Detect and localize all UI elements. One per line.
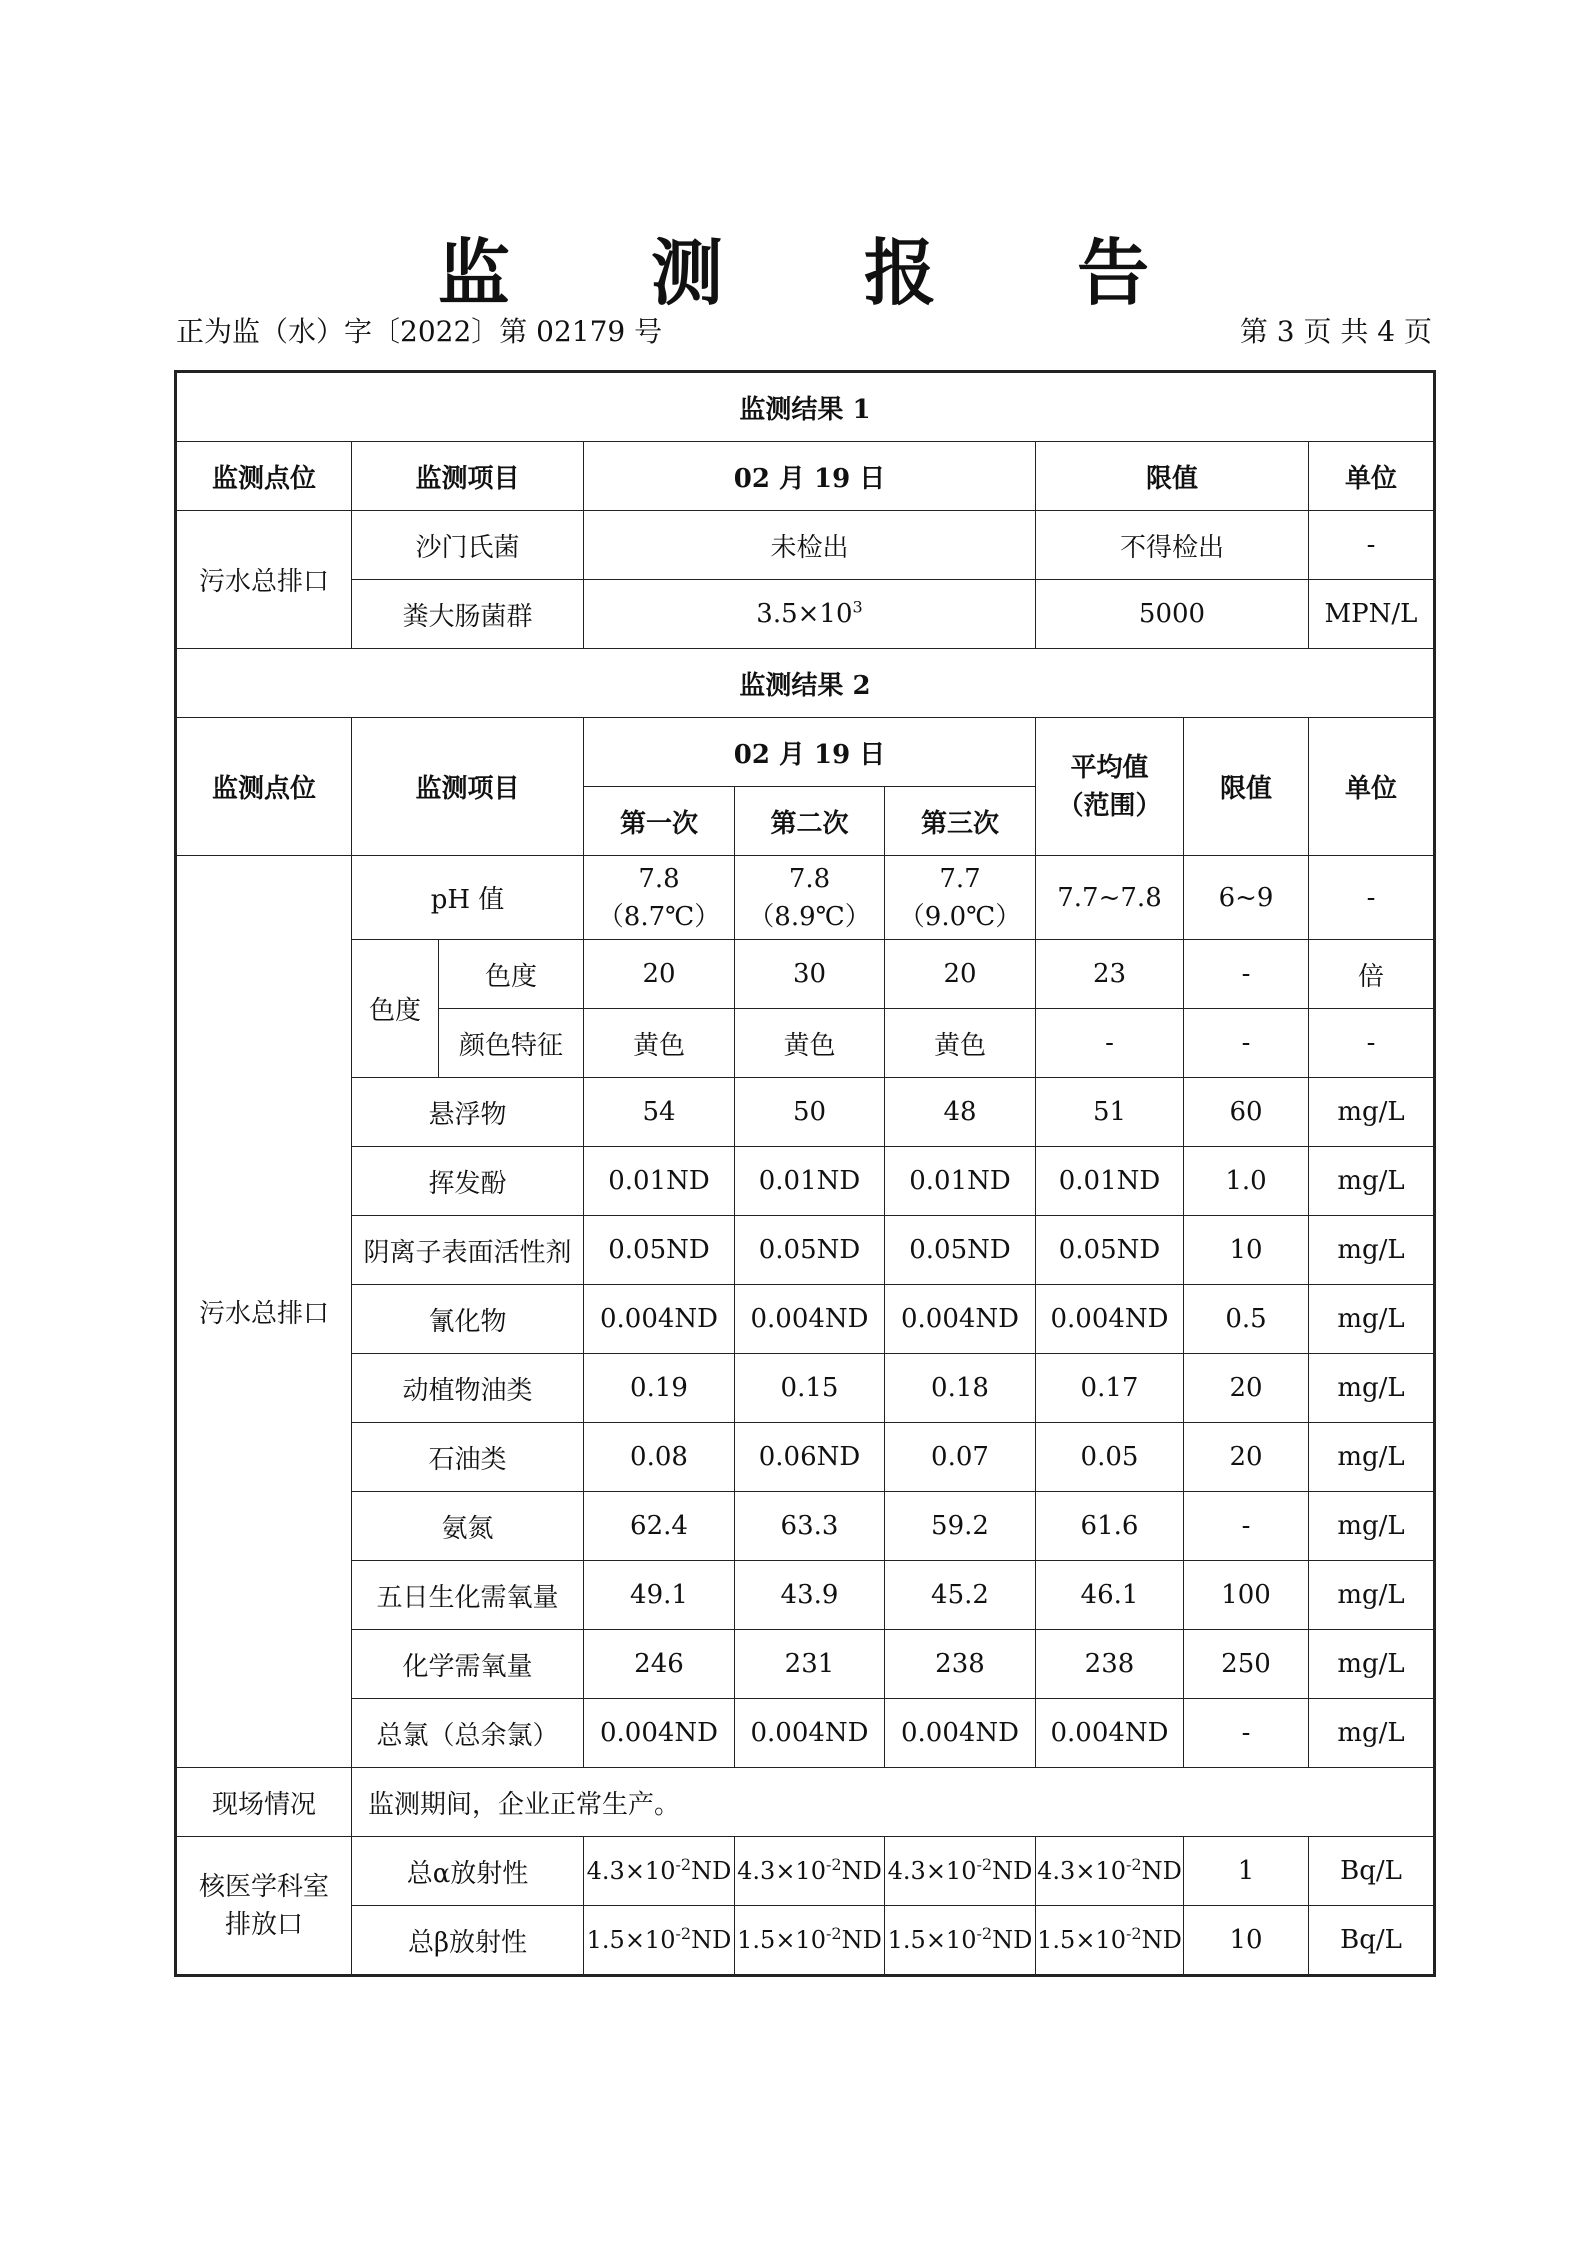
limit-value: 20 xyxy=(1184,1354,1309,1423)
radioactivity-value xyxy=(885,1837,1036,1906)
table-row xyxy=(176,1630,1435,1699)
average-value: 51 xyxy=(1036,1078,1184,1147)
value-exponent: -2 xyxy=(1125,1924,1142,1943)
table-row xyxy=(176,1354,1435,1423)
point-line: 核医学科室 xyxy=(198,1871,329,1902)
monitoring-point xyxy=(176,1837,352,1976)
value-third: 48 xyxy=(885,1078,1036,1147)
average-value: 61.6 xyxy=(1036,1492,1184,1561)
header-average-line: 平均值 xyxy=(1070,752,1149,783)
value-base: 4.3×10 xyxy=(737,1857,826,1885)
value-third: 59.2 xyxy=(885,1492,1036,1561)
unit: mg/L xyxy=(1309,1492,1435,1561)
group-name: 色度 xyxy=(352,940,439,1078)
value-second: 0.004ND xyxy=(735,1699,885,1768)
table-row xyxy=(176,1561,1435,1630)
unit: - xyxy=(1309,511,1435,580)
section-title-row xyxy=(176,649,1435,718)
value-exponent: -2 xyxy=(675,1855,692,1874)
limit-value: - xyxy=(1184,940,1309,1009)
value-second: 0.15 xyxy=(735,1354,885,1423)
unit: mg/L xyxy=(1309,1699,1435,1768)
monitoring-point: 污水总排口 xyxy=(176,856,352,1768)
report-title: 监 测 报 告 xyxy=(437,230,1208,315)
ph-value: 7.7 xyxy=(939,863,981,894)
value-first: 0.05ND xyxy=(584,1216,735,1285)
value-second: 0.01ND xyxy=(735,1147,885,1216)
value-third: 238 xyxy=(885,1630,1036,1699)
ph-value: 7.8 xyxy=(638,863,680,894)
table-row xyxy=(176,940,1435,1009)
value-exponent: -2 xyxy=(825,1855,842,1874)
unit: MPN/L xyxy=(1309,580,1435,649)
header-unit: 单位 xyxy=(1309,442,1435,511)
value-second: 0.004ND xyxy=(735,1285,885,1354)
value-third: 20 xyxy=(885,940,1036,1009)
value-suffix: ND xyxy=(1141,1857,1182,1885)
average-value: - xyxy=(1036,1009,1184,1078)
value-third: 0.01ND xyxy=(885,1147,1036,1216)
limit-value: 1.0 xyxy=(1184,1147,1309,1216)
value-suffix: ND xyxy=(691,1857,732,1885)
unit: - xyxy=(1309,856,1435,940)
item-name: 石油类 xyxy=(352,1423,584,1492)
ph-temperature: （9.0℃） xyxy=(898,901,1022,932)
value-base: 1.5×10 xyxy=(737,1926,826,1954)
page-info: 第 3 页 共 4 页 xyxy=(1239,315,1432,348)
item-name: 氰化物 xyxy=(352,1285,584,1354)
value-second: 43.9 xyxy=(735,1561,885,1630)
ph-reading xyxy=(735,856,885,940)
item-value xyxy=(584,580,1036,649)
table-row xyxy=(176,1423,1435,1492)
value-second: 231 xyxy=(735,1630,885,1699)
item-name: 总氯（总余氯） xyxy=(352,1699,584,1768)
header-row xyxy=(176,442,1435,511)
unit: mg/L xyxy=(1309,1423,1435,1492)
limit-value: 10 xyxy=(1184,1216,1309,1285)
section-title: 监测结果 2 xyxy=(176,649,1435,718)
unit: mg/L xyxy=(1309,1285,1435,1354)
point-line: 排放口 xyxy=(224,1909,303,1940)
ph-reading xyxy=(885,856,1036,940)
value-base: 1.5×10 xyxy=(1037,1926,1126,1954)
value-first: 黄色 xyxy=(584,1009,735,1078)
unit: mg/L xyxy=(1309,1147,1435,1216)
value-third: 0.18 xyxy=(885,1354,1036,1423)
header-range-line: （范围） xyxy=(1057,790,1162,821)
average-value: 0.01ND xyxy=(1036,1147,1184,1216)
limit-value: 不得检出 xyxy=(1036,511,1309,580)
header-first: 第一次 xyxy=(584,787,735,856)
value-first: 62.4 xyxy=(584,1492,735,1561)
header-date: 02 月 19 日 xyxy=(584,718,1036,787)
radioactivity-value xyxy=(1036,1906,1184,1976)
value-third: 0.05ND xyxy=(885,1216,1036,1285)
document-number: 正为监（水）字〔2022〕第 02179 号 xyxy=(176,315,663,348)
header-point: 监测点位 xyxy=(176,718,352,856)
unit: Bq/L xyxy=(1309,1906,1435,1976)
site-label: 现场情况 xyxy=(176,1768,352,1837)
item-name: 五日生化需氧量 xyxy=(352,1561,584,1630)
value-third: 0.004ND xyxy=(885,1285,1036,1354)
item-name: 动植物油类 xyxy=(352,1354,584,1423)
table-row xyxy=(176,1078,1435,1147)
value-third: 0.004ND xyxy=(885,1699,1036,1768)
value-suffix: ND xyxy=(992,1926,1033,1954)
table-row xyxy=(176,511,1435,580)
header-unit: 单位 xyxy=(1309,718,1435,856)
value-first: 246 xyxy=(584,1630,735,1699)
header-point: 监测点位 xyxy=(176,442,352,511)
radioactivity-value xyxy=(584,1906,735,1976)
radioactivity-value xyxy=(1036,1837,1184,1906)
unit: - xyxy=(1309,1009,1435,1078)
value-base: 1.5×10 xyxy=(887,1926,977,1954)
unit: mg/L xyxy=(1309,1078,1435,1147)
section-title: 监测结果 1 xyxy=(176,372,1435,442)
value-base: 1.5×10 xyxy=(586,1926,676,1954)
value-first: 0.004ND xyxy=(584,1285,735,1354)
table-row xyxy=(176,1699,1435,1768)
average-value: 0.17 xyxy=(1036,1354,1184,1423)
unit: Bq/L xyxy=(1309,1837,1435,1906)
limit-value: 6~9 xyxy=(1184,856,1309,940)
radioactivity-value xyxy=(735,1837,885,1906)
item-name: 化学需氧量 xyxy=(352,1630,584,1699)
unit: mg/L xyxy=(1309,1216,1435,1285)
value-second: 0.06ND xyxy=(735,1423,885,1492)
value-exponent: 3 xyxy=(852,597,863,617)
value-suffix: ND xyxy=(841,1857,882,1885)
limit-value: - xyxy=(1184,1009,1309,1078)
value-suffix: ND xyxy=(841,1926,882,1954)
item-value: 未检出 xyxy=(584,511,1036,580)
header-limit: 限值 xyxy=(1184,718,1309,856)
header-average xyxy=(1036,718,1184,856)
header-row xyxy=(176,718,1435,787)
table-row xyxy=(176,1147,1435,1216)
limit-value: - xyxy=(1184,1699,1309,1768)
value-exponent: -2 xyxy=(976,1855,993,1874)
average-value: 46.1 xyxy=(1036,1561,1184,1630)
average-value: 0.05ND xyxy=(1036,1216,1184,1285)
value-exponent: -2 xyxy=(976,1924,993,1943)
unit: 倍 xyxy=(1309,940,1435,1009)
value-first: 20 xyxy=(584,940,735,1009)
results-table xyxy=(174,370,1436,1977)
ph-temperature: （8.9℃） xyxy=(748,901,871,932)
value-first: 0.19 xyxy=(584,1354,735,1423)
value-third: 黄色 xyxy=(885,1009,1036,1078)
table-row xyxy=(176,1492,1435,1561)
value-second: 黄色 xyxy=(735,1009,885,1078)
item-name: 沙门氏菌 xyxy=(352,511,584,580)
value-base: 4.3×10 xyxy=(887,1857,977,1885)
value-suffix: ND xyxy=(691,1926,732,1954)
value-first: 0.004ND xyxy=(584,1699,735,1768)
header-item: 监测项目 xyxy=(352,718,584,856)
value-exponent: -2 xyxy=(675,1924,692,1943)
limit-value: 60 xyxy=(1184,1078,1309,1147)
site-text: 监测期间，企业正常生产。 xyxy=(352,1768,1435,1837)
header-date: 02 月 19 日 xyxy=(584,442,1036,511)
value-third: 45.2 xyxy=(885,1561,1036,1630)
item-name: 阴离子表面活性剂 xyxy=(352,1216,584,1285)
radioactivity-value xyxy=(885,1906,1036,1976)
limit-value: 5000 xyxy=(1036,580,1309,649)
item-name: 挥发酚 xyxy=(352,1147,584,1216)
value-second: 63.3 xyxy=(735,1492,885,1561)
limit-value: 250 xyxy=(1184,1630,1309,1699)
value-first: 0.08 xyxy=(584,1423,735,1492)
unit: mg/L xyxy=(1309,1354,1435,1423)
value-base: 3.5×10 xyxy=(756,599,853,629)
average-value: 0.004ND xyxy=(1036,1699,1184,1768)
table-row xyxy=(176,856,1435,940)
value-first: 0.01ND xyxy=(584,1147,735,1216)
table-row xyxy=(176,1216,1435,1285)
item-name: 粪大肠菌群 xyxy=(352,580,584,649)
value-first: 54 xyxy=(584,1078,735,1147)
value-second: 0.05ND xyxy=(735,1216,885,1285)
section-title-row xyxy=(176,372,1435,442)
table-row xyxy=(176,1837,1435,1906)
table-row xyxy=(176,1906,1435,1976)
monitoring-point: 污水总排口 xyxy=(176,511,352,649)
sub-item-name: 颜色特征 xyxy=(439,1009,584,1078)
limit-value: 100 xyxy=(1184,1561,1309,1630)
header-second: 第二次 xyxy=(735,787,885,856)
limit-value: 20 xyxy=(1184,1423,1309,1492)
item-name: 总β放射性 xyxy=(352,1906,584,1976)
ph-value: 7.8 xyxy=(788,863,831,894)
average-value: 7.7~7.8 xyxy=(1036,856,1184,940)
average-value: 0.004ND xyxy=(1036,1285,1184,1354)
average-value: 23 xyxy=(1036,940,1184,1009)
average-value: 0.05 xyxy=(1036,1423,1184,1492)
value-first: 49.1 xyxy=(584,1561,735,1630)
item-name: 总α放射性 xyxy=(352,1837,584,1906)
ph-temperature: （8.7℃） xyxy=(597,901,721,932)
value-third: 0.07 xyxy=(885,1423,1036,1492)
header-limit: 限值 xyxy=(1036,442,1309,511)
header-item: 监测项目 xyxy=(352,442,584,511)
item-name: 悬浮物 xyxy=(352,1078,584,1147)
site-row xyxy=(176,1768,1435,1837)
value-second: 50 xyxy=(735,1078,885,1147)
value-exponent: -2 xyxy=(825,1924,842,1943)
value-suffix: ND xyxy=(992,1857,1033,1885)
value-suffix: ND xyxy=(1141,1926,1182,1954)
sub-item-name: 色度 xyxy=(439,940,584,1009)
unit: mg/L xyxy=(1309,1561,1435,1630)
limit-value: 0.5 xyxy=(1184,1285,1309,1354)
limit-value: 10 xyxy=(1184,1906,1309,1976)
ph-reading xyxy=(584,856,735,940)
value-second: 30 xyxy=(735,940,885,1009)
header-third: 第三次 xyxy=(885,787,1036,856)
value-base: 4.3×10 xyxy=(586,1857,676,1885)
item-name: pH 值 xyxy=(352,856,584,940)
value-exponent: -2 xyxy=(1125,1855,1142,1874)
radioactivity-value xyxy=(584,1837,735,1906)
limit-value: - xyxy=(1184,1492,1309,1561)
average-value: 238 xyxy=(1036,1630,1184,1699)
radioactivity-value xyxy=(735,1906,885,1976)
table-row xyxy=(176,1285,1435,1354)
unit: mg/L xyxy=(1309,1630,1435,1699)
item-name: 氨氮 xyxy=(352,1492,584,1561)
limit-value: 1 xyxy=(1184,1837,1309,1906)
value-base: 4.3×10 xyxy=(1037,1857,1126,1885)
table-row xyxy=(176,580,1435,649)
